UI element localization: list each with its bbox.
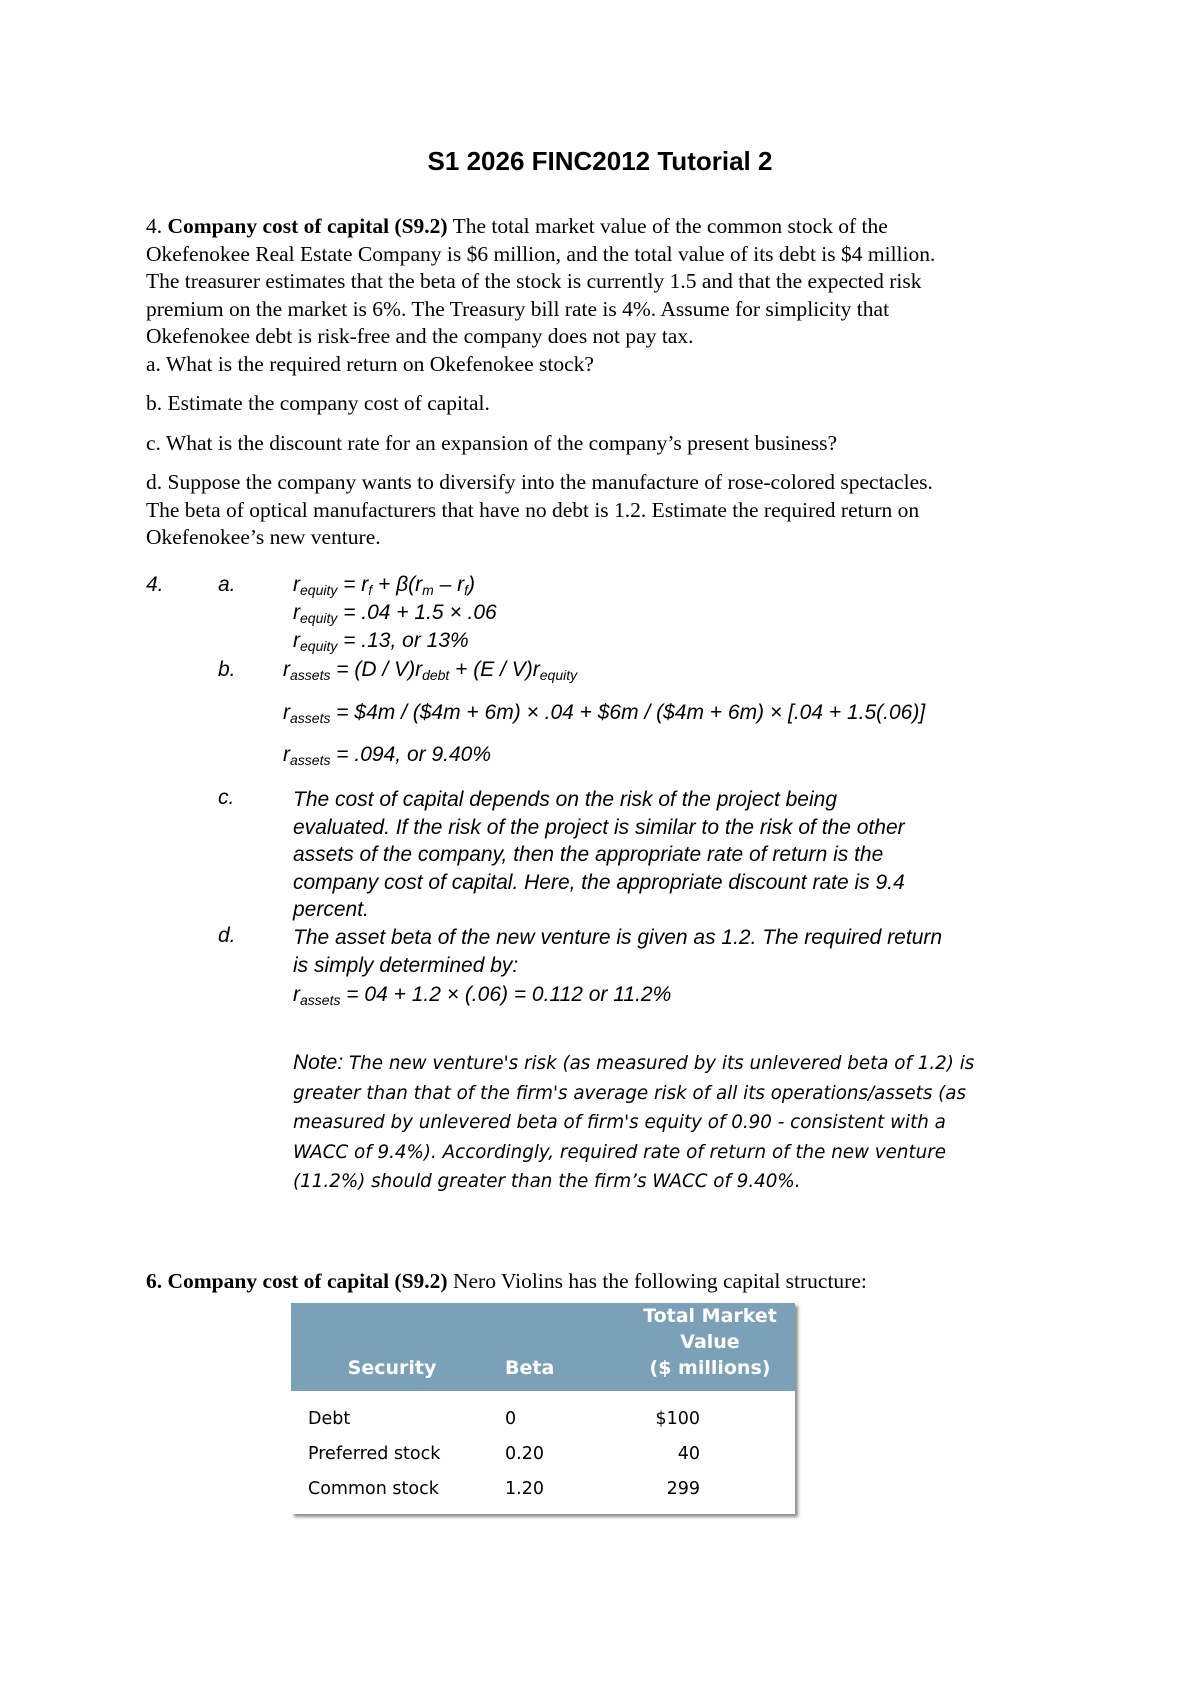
table-row [291,1436,795,1471]
formula-d: $r_{assets} = 04 + 1.2 \times (.06) = 0.112$ or 11.2% [293,983,672,1008]
formula-b-1: $r_{assets} = (D / V)r_{debt} + (E / V)r_{equity}$ [283,658,578,683]
question-6-heading: 6. Company cost of capital (S9.2) [146,1269,448,1293]
table-header-row [291,1303,795,1391]
table-cell-beta: 0.20 [505,1443,544,1464]
formula-b-2: $r_{assets}$ = $4m / ($4m + 6m) × .04 + $6m / ($4m + 6m) × [.04 + 1.5(.06)] [283,701,926,726]
table-header-security: Security [291,1303,493,1391]
question-4-first-line [146,213,1096,241]
table-cell-security: Debt [308,1408,351,1429]
capital-structure-table [291,1303,795,1514]
question-body-line: The total market value of the common stock of the [447,214,888,238]
formula-a-3: $r_{equity} = .13$, or 13% [293,629,469,654]
question-heading: Company cost of capital (S9.2) [167,214,448,238]
question-body-line: Okefenokee Real Estate Company is $6 million, and the total value of its debt is $4 million. [146,241,936,266]
question-body-line: premium on the market is 6%. The Treasury bill rate is 4%. Assume for simplicity that [146,296,890,321]
table-cell-beta: 0 [505,1408,517,1429]
question-part-a: a. What is the required return on Okefenokee stock? [146,351,594,376]
solution-label-b: b. [218,658,236,681]
table-cell-value: $100 [655,1408,700,1429]
question-4 [146,213,1096,552]
formula-a-2: $r_{equity} = .04 + 1.5 \times .06$ [293,601,497,626]
question-body-line: The treasurer estimates that the beta of the stock is currently 1.5 and that the expected risk [146,269,922,293]
answer-note: Note: The new venture's risk (as measured by its unlevered beta of 1.2) is greater than that of the firm's average risk of all its operations/assets (as measured by unlevered beta of firm's equity of 0.90 - consistent with a WACC of 9.4%). Accordingly, required rate of return of the new venture (11.2%) should greater than the firm’s WACC of 9.40%. [293,1051,975,1192]
page-title: S1 2026 FINC2012 Tutorial 2 [427,146,773,176]
table-row [291,1391,795,1436]
table-cell-security: Common stock [308,1478,439,1499]
table-row [291,1471,795,1514]
question-part-d: d. Suppose the company wants to diversify into the manufacture of rose-colored spectacles. [146,470,933,494]
formula-b-3: $r_{assets} = .094$, or 9.40% [283,743,491,768]
question-6-body: Nero Violins has the following capital structure: [447,1269,867,1293]
answer-c-paragraph: The cost of capital depends on the risk of the project being evaluated. If the risk of the project is similar to the risk of the other assets of the company, then the appropriate rate of return is the company cost of capital. Here, the appropriate discount rate is 9.4 percent. [293,788,905,921]
question-6 [146,1268,1096,1296]
table-cell-value: 40 [677,1443,700,1464]
question-part-d-line: Okefenokee’s new venture. [146,525,381,549]
question-body-line: Okefenokee debt is risk-free and the company does not pay tax. [146,324,694,348]
table-cell-beta: 1.20 [505,1478,544,1499]
table-header-market-value: Total Market Value ($ millions) [625,1303,795,1391]
formula-a-1: $r_{equity} = r_f + \beta(r_m - r_f)$ [293,573,476,598]
question-part-d-line: The beta of optical manufacturers that have no debt is 1.2. Estimate the required return on [146,497,920,522]
table-header-beta: Beta [493,1303,625,1391]
note-label: Note: [293,1051,344,1074]
solution-label-c: c. [218,786,235,809]
solution-label-d: d. [218,924,236,947]
solution-label-a: a. [218,573,236,596]
table-cell-value: 299 [666,1478,700,1499]
question-number: 4. [146,214,163,238]
question-part-c: c. What is the discount rate for an expansion of the company’s present business? [146,430,838,455]
question-part-b: b. Estimate the company cost of capital. [146,391,490,415]
answer-d-paragraph: The asset beta of the new venture is given as 1.2. The required return is simply determined by: [293,926,943,977]
solution-number: 4. [146,573,164,596]
table-cell-security: Preferred stock [308,1443,441,1464]
